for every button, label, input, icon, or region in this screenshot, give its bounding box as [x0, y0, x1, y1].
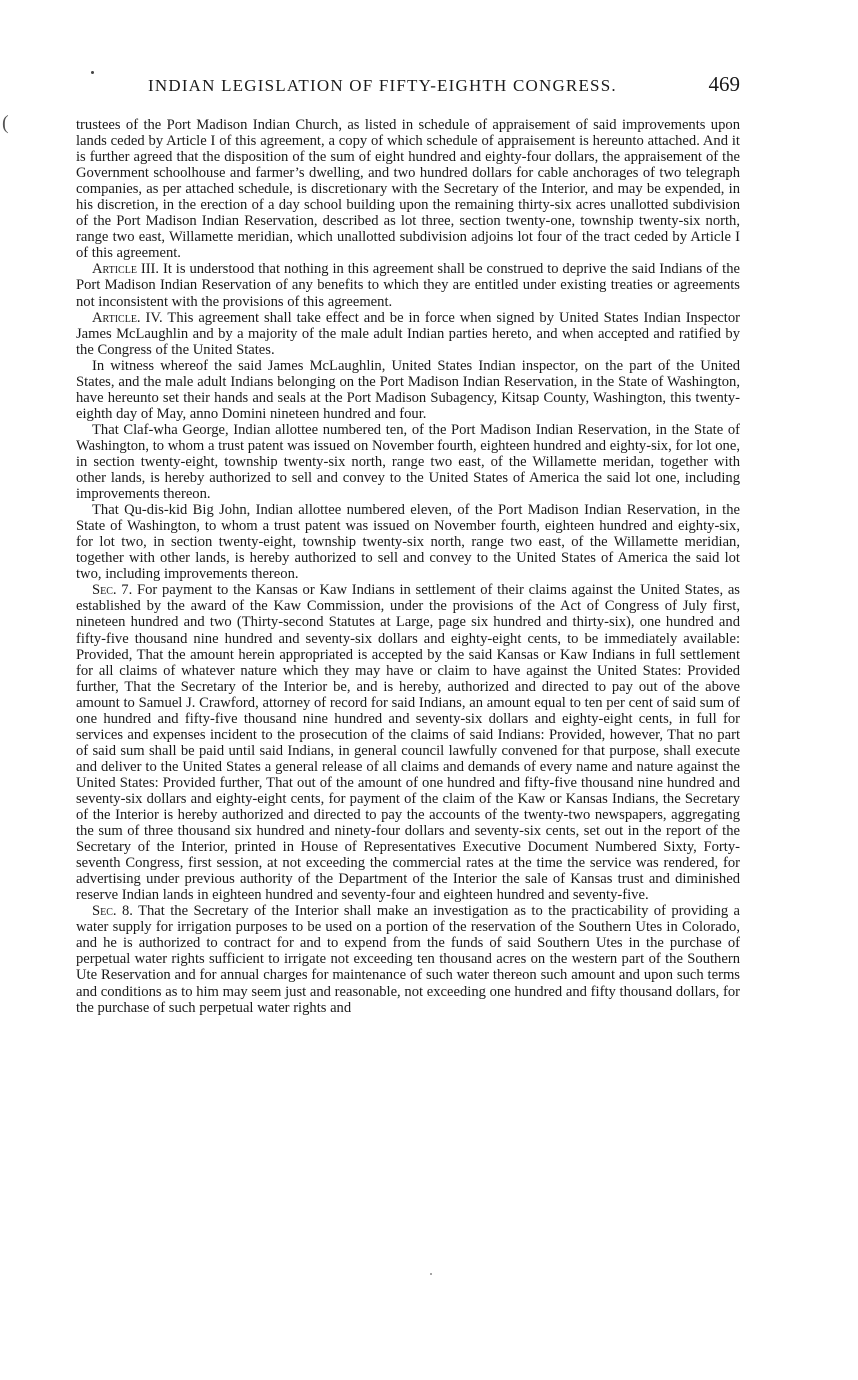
margin-mark: (: [2, 112, 9, 134]
article-heading: Article. IV.: [92, 309, 163, 326]
paragraph-allottee-ten: [76, 422, 740, 502]
paragraph-text: That the Secretary of the Interior shall make an investigation as to the practicability of providing a water supply for irrigation purposes to be used on a portion of the reservation of the Southern Utes in Colorado, and he is authorized to contract for and to expend from the funds of said Southern Utes in the purchase of perpetual water rights sufficient to irrigate not exceeding ten thousand acres on the western part of the Southern Ute Reservation and for annual charges for maintenance of such water thereon such amount and upon such terms and conditions as to him may seem just and reasonable, not exceeding one hundred and fifty thousand dollars, for the purchase of such perpetual water rights and: [76, 903, 741, 1016]
article-heading: Article III.: [92, 261, 160, 278]
paragraph-text: trustees of the Port Madison Indian Church, as listed in schedule of appraisement of said improvements upon lands ceded by Article I of this agreement, a copy of which schedule of appraisement is hereunto attached. And it is further agreed that the disposition of the sum of eight hundred and eighty-four dollars, the appraisement of the Government schoolhouse and farmer’s dwelling, and two hundred dollars for cable anchorages of two telegraph companies, as per attached schedule, is discretionary with the Secretary of the Interior, and may be expended, in his discretion, in the erection of a day school building upon the remaining thirty-six acres unallotted subdivision of the Port Madison Indian Reservation, described as lot three, section twenty-one, township twenty-six north, range two east, Willamette meridian, which unallotted subdivision adjoins lot four of the tract ceded by Article I of this agreement.: [76, 117, 740, 262]
paragraph-text: This agreement shall take effect and be in force when signed by United States Indian Inspector James McLaughlin and by a majority of the male adult Indian parties hereto, and when accepted and ratified by the Congress of the United States.: [76, 309, 740, 358]
paragraph-text: In witness whereof the said James McLaughlin, United States Indian inspector, on the part of the United States, and the male adult Indians belonging on the Port Madison Indian Reservation, in the State of Washington, have hereunto set their hands and seals at the Port Madison Subagency, Kitsap County, Washington, this twenty-eighth day of May, anno Domini nineteen hundred and four.: [76, 357, 740, 422]
paragraph-continuation: [76, 117, 740, 261]
print-speck: [91, 71, 94, 74]
paragraph-section-8: [76, 903, 740, 1015]
page-number: 469: [708, 72, 740, 96]
paragraph-text: That Claf-wha George, Indian allottee numbered ten, of the Port Madison Indian Reservation, in the State of Washington, to whom a trust patent was issued on November fourth, eighteen hundred and eighty-six, for lot one, in section twenty-eight, township twenty-six north, range two east, of the Willamette meridan, together with other lands, is hereby authorized to sell and convey to the United States of America the said lot one, including improvements thereon.: [76, 421, 740, 503]
paragraph-allottee-eleven: [76, 502, 740, 582]
paragraph-text: It is understood that nothing in this agreement shall be construed to deprive the said Indians of the Port Madison Indian Reservation of any benefits to which they are entitled under existing treaties or agreements not inconsistent with the provisions of this agreement.: [76, 261, 740, 310]
body-text: [76, 117, 740, 1016]
section-heading: Sec. 7.: [92, 582, 133, 599]
paragraph-witness: [76, 358, 740, 422]
page-header: [148, 74, 740, 102]
paragraph-text: For payment to the Kansas or Kaw Indians in settlement of their claims against the United States, as established by the award of the Kaw Commission, under the provisions of the Act of Congress of July first, nineteen hundred and two (Thirty-second Statutes at Large, page six hundred and thirty-six), one hundred and fifty-five thousand nine hundred and seventy-six dollars and eighty-eight cents, to be immediately available: Provided, That the amount herein appropriated is accepted by the said Kansas or Kaw Indians in full settlement for all claims of whatever nature which they may have or claim to have against the United States: Provided further, That the Secretary of the Interior be, and is hereby, authorized and directed to pay out of the above amount to Samuel J. Crawford, attorney of record for said Indians, an amount equal to ten per cent of said sum of one hundred and fifty-five thousand nine hundred and seventy-six dollars and eighty-eight cents, in full for services and expenses incident to the prosecution of the claims of said Indians: Provided, however, That no part of said sum shall be paid until said Indians, in general council lawfully convened for that purpose, shall execute and deliver to the United States a general release of all claims and demands of every name and nature against the United States: Provided further, That out of the amount of one hundred and fifty-five thousand nine hundred and seventy-six dollars and eighty-eight cents, for payment of the claim of the Kaw or Kansas Indians, the Secretary of the Interior is hereby authorized and directed to pay the accounts of the twenty-two newspapers, aggregating the sum of three thousand six hundred and ninety-four dollars and seventy-six cents, set out in the report of the Secretary of the Interior, printed in House of Representatives Executive Document Numbered Sixty, Forty-seventh Congress, first session, at not exceeding the commercial rates at the time the service was rendered, for advertising under previous authority of the Department of the Interior the sale of Kansas trust and diminished reserve Indian lands in eighteen hundred and seventy-four and eighteen hundred and seventy-five.: [76, 582, 740, 904]
running-head: INDIAN LEGISLATION OF FIFTY-EIGHTH CONGRESS.: [148, 76, 617, 95]
paragraph-article-3: [76, 261, 740, 309]
print-speck: [430, 1273, 432, 1275]
paragraph-text: That Qu-dis-kid Big John, Indian allottee numbered eleven, of the Port Madison Indian Reservation, in the State of Washington, to whom a trust patent was issued on November fourth, eighteen hundred and eighty-six, for lot two, in section twenty-eight, township twenty-six north, range two east, of the Willamette meridian, together with other lands, is hereby authorized to sell and convey to the United States of America the said lot two, including improvements thereon.: [76, 502, 740, 583]
paragraph-section-7: [76, 582, 740, 903]
section-heading: Sec. 8.: [92, 903, 133, 920]
paragraph-article-4: [76, 310, 740, 358]
